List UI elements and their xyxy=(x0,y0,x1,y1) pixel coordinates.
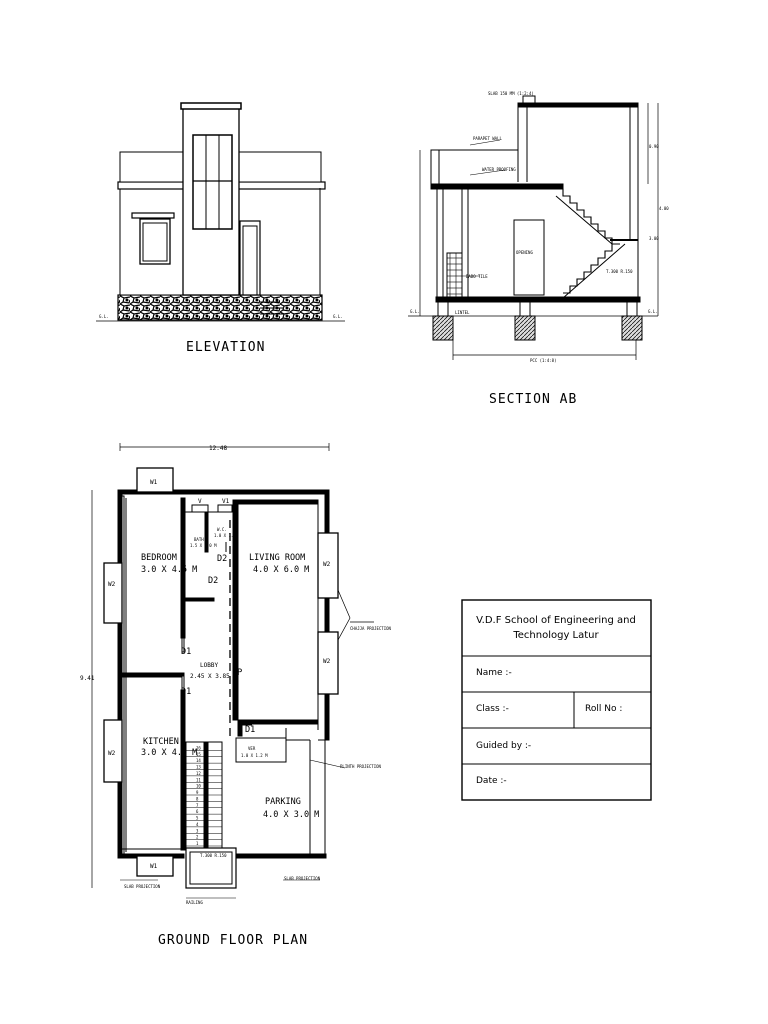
stair-step-number: 9 xyxy=(196,790,199,795)
section-gl-right: G.L. xyxy=(648,309,658,314)
section-parapet-note: PARAPET WALL xyxy=(473,136,502,141)
plan-d1-bed: D1 xyxy=(181,647,192,657)
stair-step-number: 13 xyxy=(196,764,201,770)
plan-title: GROUND FLOOR PLAN xyxy=(158,933,309,948)
section-tread-riser: T.300 R.150 xyxy=(606,269,633,274)
plan-overall-depth: 9.41 xyxy=(80,675,95,682)
school-name-line2: Technology Latur xyxy=(513,630,599,641)
plan-w1-bottom: W1 xyxy=(150,863,158,870)
plan-bedroom-label: BEDROOM xyxy=(141,553,177,563)
school-name-line1: V.D.F School of Engineering and xyxy=(476,615,636,626)
plan-parking-label: PARKING xyxy=(265,797,301,807)
plan-living-label: LIVING ROOM xyxy=(249,553,306,563)
section-dim-parapet: 0.90 xyxy=(649,144,659,149)
plan-vent-1: V xyxy=(198,498,202,505)
elevation-gl-right: G.L. xyxy=(333,314,343,319)
plan-parking-size: 4.0 X 3.0 M xyxy=(263,810,320,820)
section-drawing xyxy=(408,96,658,360)
plan-wc-label: W.C. xyxy=(217,527,227,532)
stair-step-number: 1 xyxy=(196,841,199,846)
plan-w2-bed: W2 xyxy=(108,581,116,588)
plan-w1-top: W1 xyxy=(150,479,158,486)
plan-bath-size: 1.5 X 2.0 M xyxy=(190,543,217,548)
stair-step-number: 3 xyxy=(196,828,199,834)
roll-no-field-label: Roll No : xyxy=(585,704,623,714)
plan-wc-size: 1.0 X 1.5 xyxy=(214,533,236,538)
plan-d1-kit: D1 xyxy=(181,687,192,697)
plan-w2-kit: W2 xyxy=(108,750,116,757)
plan-op-label: OP xyxy=(232,668,243,678)
plan-living-size: 4.0 X 6.0 M xyxy=(253,565,310,575)
section-dim-total: 4.00 xyxy=(659,206,669,211)
date-field-label: Date :- xyxy=(476,776,507,786)
plan-vent-2: V1 xyxy=(222,498,230,505)
elevation-drawing xyxy=(96,103,345,321)
plan-chajja-note: CHAJJA PROJECTION xyxy=(350,626,391,631)
plan-railing-note: RAILING xyxy=(186,900,203,905)
plan-plinth-note: PLINTH PROJECTION xyxy=(340,764,381,769)
class-field-label: Class :- xyxy=(476,704,509,714)
plan-kitchen-size: 3.0 X 4.5 M xyxy=(141,748,198,758)
section-lintel-note: LINTEL xyxy=(455,310,470,315)
plan-lobby-label: LOBBY xyxy=(200,662,219,669)
plan-ver-size: 1.0 X 1.2 M xyxy=(241,753,268,758)
plan-ver-label: VER xyxy=(248,746,256,751)
stair-step-number: 14 xyxy=(196,758,201,764)
stair-step-number: 5 xyxy=(196,815,199,821)
plan-overall-width: 12.48 xyxy=(209,445,228,452)
name-field-label: Name :- xyxy=(476,668,512,678)
stair-step-number: 16 xyxy=(196,745,201,751)
plan-bath-label: BATH xyxy=(194,537,204,542)
elevation-gl-left: G.L. xyxy=(99,314,109,319)
stair-step-number: 10 xyxy=(196,783,201,789)
section-pcc-note: PCC (1:4:8) xyxy=(530,358,557,363)
plan-d2-wc: D2 xyxy=(217,554,228,564)
stair-step-number: 7 xyxy=(196,802,199,808)
plan-lobby-size: 2.45 X 3.85 M xyxy=(190,673,237,680)
plan-slab-proj-right: SLAB PROJECTION xyxy=(284,876,321,881)
section-opening-label: OPENING xyxy=(516,250,533,255)
section-dim-floor: 3.00 xyxy=(649,236,659,241)
stair-step-number: 15 xyxy=(196,751,201,757)
plan-bedroom-size: 3.0 X 4.5 M xyxy=(141,565,198,575)
plan-stair-tread: T.300 R.150 xyxy=(200,853,227,858)
elevation-title: ELEVATION xyxy=(186,340,266,355)
stair-step-number: 4 xyxy=(196,821,199,827)
section-dado-note: DADO TILE xyxy=(466,274,488,279)
stair-step-number: 2 xyxy=(196,834,199,840)
plan-kitchen-label: KITCHEN xyxy=(143,737,179,747)
stair-step-number: 6 xyxy=(196,809,199,815)
stair-step-number: 12 xyxy=(196,770,201,776)
section-waterproofing-note: WATER PROOFING xyxy=(482,167,516,172)
plan-d2-bed: D2 xyxy=(208,576,219,586)
plan-w2-liv1: W2 xyxy=(323,561,331,568)
stair-step-number: 8 xyxy=(196,796,199,802)
plan-d1-liv: D1 xyxy=(245,725,256,735)
guided-by-field-label: Guided by :- xyxy=(476,741,532,751)
plan-slab-proj-left: SLAB PROJECTION xyxy=(124,884,161,889)
stair-step-number: 11 xyxy=(196,777,201,783)
section-title: SECTION AB xyxy=(489,392,578,407)
section-slab-note: SLAB 150 MM (1:2:4) xyxy=(488,91,534,96)
plan-w2-liv2: W2 xyxy=(323,658,331,665)
section-gl-left: G.L. xyxy=(410,309,420,314)
